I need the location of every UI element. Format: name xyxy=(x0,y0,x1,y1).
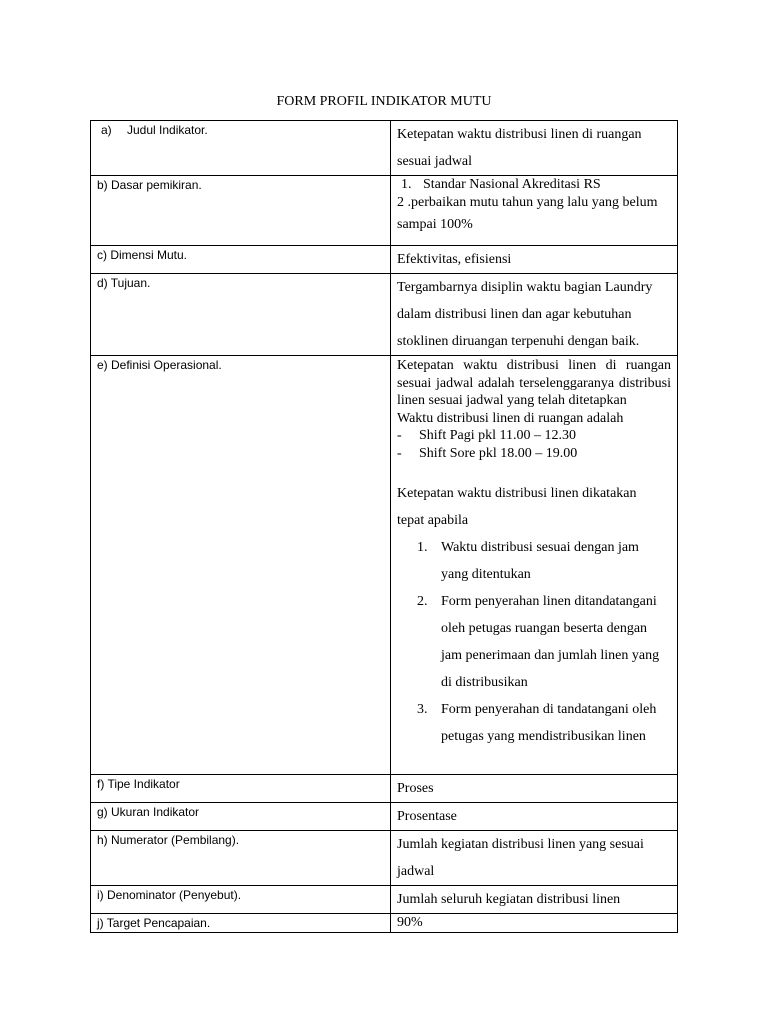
row-definisi-operasional xyxy=(91,356,678,775)
value-line: sesuai jadwal xyxy=(397,154,473,169)
criteria-number: 2. xyxy=(417,594,428,609)
value-line: dalam distribusi linen dan agar kebutuhan xyxy=(397,307,632,322)
value-judul-indikator xyxy=(391,121,678,176)
shift-sore: Shift Sore pkl 18.00 – 19.00 xyxy=(419,445,578,461)
row-judul-indikator xyxy=(91,121,678,176)
row-tipe-indikator xyxy=(91,775,678,803)
value-line: Tergambarnya disiplin waktu bagian Laundry xyxy=(397,280,653,295)
dasar-item-1: Standar Nasional Akreditasi RS xyxy=(423,177,601,192)
dasar-item-2-line2: sampai 100% xyxy=(397,217,473,232)
definisi-paragraph: Ketepatan waktu distribusi linen di ruangan sesuai jadwal adalah terselenggaranya distribusi linen sesuai jadwal yang telah ditetapkan xyxy=(397,358,671,408)
row-tujuan xyxy=(91,274,678,356)
label-dasar-pemikiran: b) Dasar pemikiran. xyxy=(91,176,391,246)
criteria-line: oleh petugas ruangan beserta dengan xyxy=(441,621,648,636)
label-dimensi-mutu: c) Dimensi Mutu. xyxy=(91,246,391,274)
criteria-line: jam penerimaan dan jumlah linen yang xyxy=(441,648,660,663)
criteria-item xyxy=(397,696,671,750)
label-judul-indikator xyxy=(91,121,391,176)
criteria-line: Form penyerahan linen ditandatangani xyxy=(441,594,657,609)
list-number: 1. xyxy=(401,177,412,192)
value-line: jadwal xyxy=(397,864,435,879)
value-definisi-operasional xyxy=(391,356,678,775)
value-tujuan xyxy=(391,274,678,356)
criteria-line: petugas yang mendistribusikan linen xyxy=(441,729,646,744)
criteria-line: di distribusikan xyxy=(441,675,528,690)
shift-pagi: Shift Pagi pkl 11.00 – 12.30 xyxy=(419,428,576,443)
label-tipe-indikator: f) Tipe Indikator xyxy=(91,775,391,803)
criteria-item xyxy=(397,534,671,588)
row-ukuran-indikator xyxy=(91,803,678,831)
label-definisi-operasional: e) Definisi Operasional. xyxy=(91,356,391,775)
label-judul-text: Judul Indikator. xyxy=(127,123,208,137)
criteria-number: 3. xyxy=(417,702,428,717)
value-line: Ketepatan waktu distribusi linen di ruangan xyxy=(397,127,642,142)
value-tipe-indikator: Proses xyxy=(391,775,678,803)
row-denominator xyxy=(91,886,678,914)
value-numerator xyxy=(391,831,678,886)
row-target-pencapaian xyxy=(91,914,678,933)
row-dasar-pemikiran xyxy=(91,176,678,246)
dasar-item-2-line1: 2 .perbaikan mutu tahun yang lalu yang belum xyxy=(397,194,658,210)
value-ukuran-indikator: Prosentase xyxy=(391,803,678,831)
criteria-line: Waktu distribusi sesuai dengan jam xyxy=(441,540,639,555)
tepat-line-1: Ketepatan waktu distribusi linen dikatakan xyxy=(397,486,637,501)
value-dasar-pemikiran xyxy=(391,176,678,246)
value-denominator: Jumlah seluruh kegiatan distribusi linen xyxy=(391,886,678,914)
label-ukuran-indikator: g) Ukuran Indikator xyxy=(91,803,391,831)
value-line: Jumlah kegiatan distribusi linen yang sesuai xyxy=(397,837,644,852)
dash-bullet: - xyxy=(397,428,402,443)
value-target-pencapaian: 90% xyxy=(391,914,678,933)
criteria-line: Form penyerahan di tandatangani oleh xyxy=(441,702,657,717)
value-line: stoklinen diruangan terpenuhi dengan baik. xyxy=(397,334,640,349)
label-tujuan: d) Tujuan. xyxy=(91,274,391,356)
label-denominator: i) Denominator (Penyebut). xyxy=(91,886,391,914)
row-dimensi-mutu xyxy=(91,246,678,274)
indicator-profile-table xyxy=(90,120,678,933)
label-numerator: h) Numerator (Pembilang). xyxy=(91,831,391,886)
dash-bullet: - xyxy=(397,445,402,461)
value-dimensi-mutu: Efektivitas, efisiensi xyxy=(391,246,678,274)
tepat-line-2: tepat apabila xyxy=(397,513,469,528)
criteria-item xyxy=(397,588,671,696)
definisi-waktu-line: Waktu distribusi linen di ruangan adalah xyxy=(397,410,624,426)
label-target-pencapaian: j) Target Pencapaian. xyxy=(91,914,391,933)
criteria-number: 1. xyxy=(417,540,428,555)
label-judul-num: a) xyxy=(101,123,112,137)
form-title: FORM PROFIL INDIKATOR MUTU xyxy=(276,94,492,109)
criteria-line: yang ditentukan xyxy=(441,567,531,582)
row-numerator xyxy=(91,831,678,886)
